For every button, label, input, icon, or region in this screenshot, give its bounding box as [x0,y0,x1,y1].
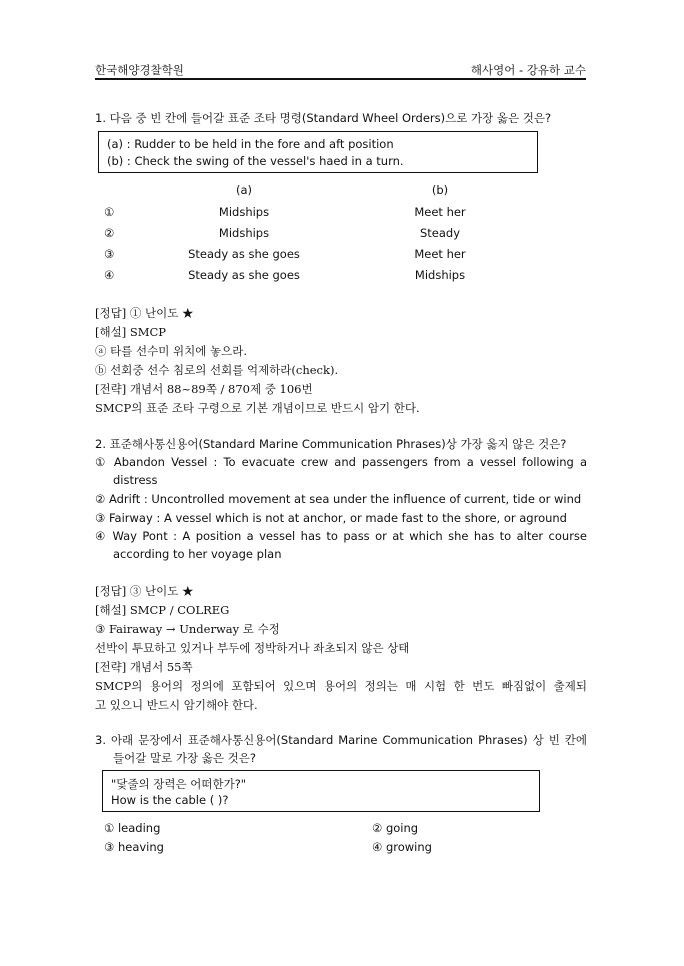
explanation-b: ⓑ 선회중 선수 침로의 선회를 억제하라(check). [95,363,339,377]
strategy-line: [전략] 개념서 88~89쪽 / 870제 중 106번 [95,382,313,396]
question-3-box [102,770,540,812]
box-line-korean: "닻줄의 장력은 어떠한가?" [111,777,247,791]
column-header-b: (b) [431,183,449,197]
explanation-label: [해설] SMCP / COLREG [95,603,230,617]
strategy-line: [전략] 개념서 55쪽 [95,660,193,674]
option-2: ② going [372,821,419,835]
box-line-b: (b) : Check the swing of the vessel's haed in a turn. [107,154,404,168]
option-b-value: Meet her [414,205,466,219]
option-1-cont: distress [113,473,158,487]
study-note: SMCP의 용어의 정의에 포함되어 있으며 용어의 정의는 매 시험 한 번도 빠짐없이 출제되 [95,679,587,693]
option-b-value: Meet her [414,247,466,261]
question-2-text: 2. 표준해사통신용어(Standard Marine Communication Phrases)상 가장 옳지 않은 것은? [95,437,567,451]
box-line-english: How is the cable ( )? [111,793,229,807]
option-a-value: Steady as she goes [188,268,300,282]
study-note: SMCP의 표준 조타 구령으로 기본 개념이므로 반드시 암기 한다. [95,401,420,415]
course-title: 해사영어 - 강유하 교수 [470,63,586,77]
option-number: ① [104,205,115,219]
explanation-definition: 선박이 투묘하고 있거나 부두에 정박하거나 좌초되지 않은 상태 [95,641,410,655]
option-number: ② [104,226,115,240]
option-a-value: Midships [218,205,270,219]
study-note-cont: 고 있으니 반드시 암기해야 한다. [95,698,258,712]
answer-line: [정답] ③ 난이도 ★ [95,584,194,598]
option-4-cont: according to her voyage plan [113,547,282,561]
option-number: ④ [104,268,115,282]
option-1: ① Abandon Vessel : To evacuate crew and passengers from a vessel following a [95,455,587,469]
header-divider [95,78,586,80]
question-1-text: 1. 다음 중 빈 칸에 들어갈 표준 조타 명령(Standard Wheel Orders)으로 가장 옳은 것은? [95,111,552,125]
option-a-value: Midships [218,226,270,240]
answer-line: [정답] ① 난이도 ★ [95,306,194,320]
option-4: ④ Way Pont : A position a vessel has to pass or at which she has to alter course [95,529,587,543]
explanation-label: [해설] SMCP [95,325,167,339]
option-4: ④ growing [372,840,432,854]
option-3: ③ Fairway : A vessel which is not at anchor, or made fast to the shore, or aground [95,511,567,525]
option-1: ① leading [104,821,161,835]
option-a-value: Steady as she goes [188,247,300,261]
option-b-value: Steady [419,226,461,240]
column-header-a: (a) [235,183,253,197]
question-3-text: 3. 아래 문장에서 표준해사통신용어(Standard Marine Communication Phrases) 상 빈 칸에 [95,733,587,747]
box-line-a: (a) : Rudder to be held in the fore and aft position [107,137,394,151]
explanation-a: ⓐ 타를 선수미 위치에 놓으라. [95,344,247,358]
option-b-value: Midships [414,268,466,282]
option-3: ③ heaving [104,840,164,854]
option-2: ② Adrift : Uncontrolled movement at sea under the influence of current, tide or wind [95,492,582,506]
academy-name: 한국해양경찰학원 [95,63,184,77]
option-number: ③ [104,247,115,261]
question-3-text-cont: 들어갈 말로 가장 옳은 것은? [113,751,256,765]
question-1-box [98,131,538,173]
explanation-correction: ③ Fairaway → Underway 로 수정 [95,622,280,636]
